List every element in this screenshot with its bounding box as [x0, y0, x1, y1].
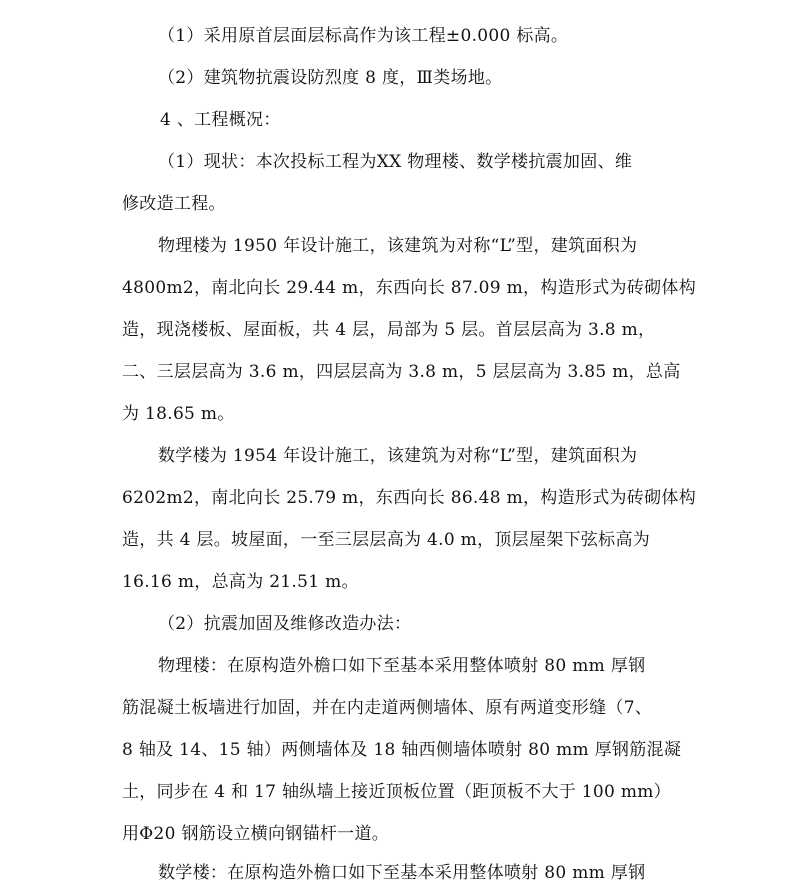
paragraph-line-1: （1）采用原首层面层标高作为该工程±0.000 标高。	[158, 26, 569, 46]
paragraph-line-18: 8 轴及 14、15 轴）两侧墙体及 18 轴西侧墙体喷射 80 mm 厚钢筋混凝	[122, 740, 682, 760]
paragraph-line-16: 物理楼：在原构造外檐口如下至基本采用整体喷射 80 mm 厚钢	[158, 656, 646, 676]
paragraph-line-21: 数学楼：在原构造外檐口如下至基本采用整体喷射 80 mm 厚钢	[158, 863, 646, 883]
paragraph-line-17: 筋混凝土板墙进行加固，并在内走道两侧墙体、原有两道变形缝（7、	[122, 698, 653, 718]
paragraph-line-14: 16.16 m，总高为 21.51 m。	[122, 572, 359, 592]
paragraph-line-12: 6202m2，南北向长 25.79 m，东西向长 86.48 m，构造形式为砖砌体构	[122, 488, 696, 508]
paragraph-line-8: 造，现浇楼板、屋面板，共 4 层，局部为 5 层。首层层高为 3.8 m，	[122, 320, 656, 340]
paragraph-line-10: 为 18.65 m。	[122, 404, 235, 424]
paragraph-line-7: 4800m2，南北向长 29.44 m，东西向长 87.09 m，构造形式为砖砌体构	[122, 278, 696, 298]
paragraph-line-19: 土，同步在 4 和 17 轴纵墙上接近顶板位置（距顶板不大于 100 mm）	[122, 782, 671, 802]
paragraph-line-9: 二、三层层高为 3.6 m，四层层高为 3.8 m，5 层层高为 3.85 m，总高	[122, 362, 681, 382]
paragraph-line-13: 造，共 4 层。坡屋面，一至三层层高为 4.0 m，顶层屋架下弦标高为	[122, 530, 651, 550]
paragraph-line-4: （1）现状：本次投标工程为XX 物理楼、数学楼抗震加固、维	[158, 152, 633, 172]
paragraph-line-5: 修改造工程。	[122, 194, 226, 214]
paragraph-line-20: 用Φ20 钢筋设立横向钢锚杆一道。	[122, 824, 390, 844]
paragraph-line-15: （2）抗震加固及维修改造办法：	[158, 614, 412, 634]
paragraph-line-11: 数学楼为 1954 年设计施工，该建筑为对称“L”型，建筑面积为	[158, 446, 638, 466]
section-heading: 4 、工程概况：	[160, 110, 281, 130]
paragraph-line-2: （2）建筑物抗震设防烈度 8 度，Ⅲ类场地。	[158, 68, 503, 88]
paragraph-line-6: 物理楼为 1950 年设计施工，该建筑为对称“L”型，建筑面积为	[158, 236, 638, 256]
